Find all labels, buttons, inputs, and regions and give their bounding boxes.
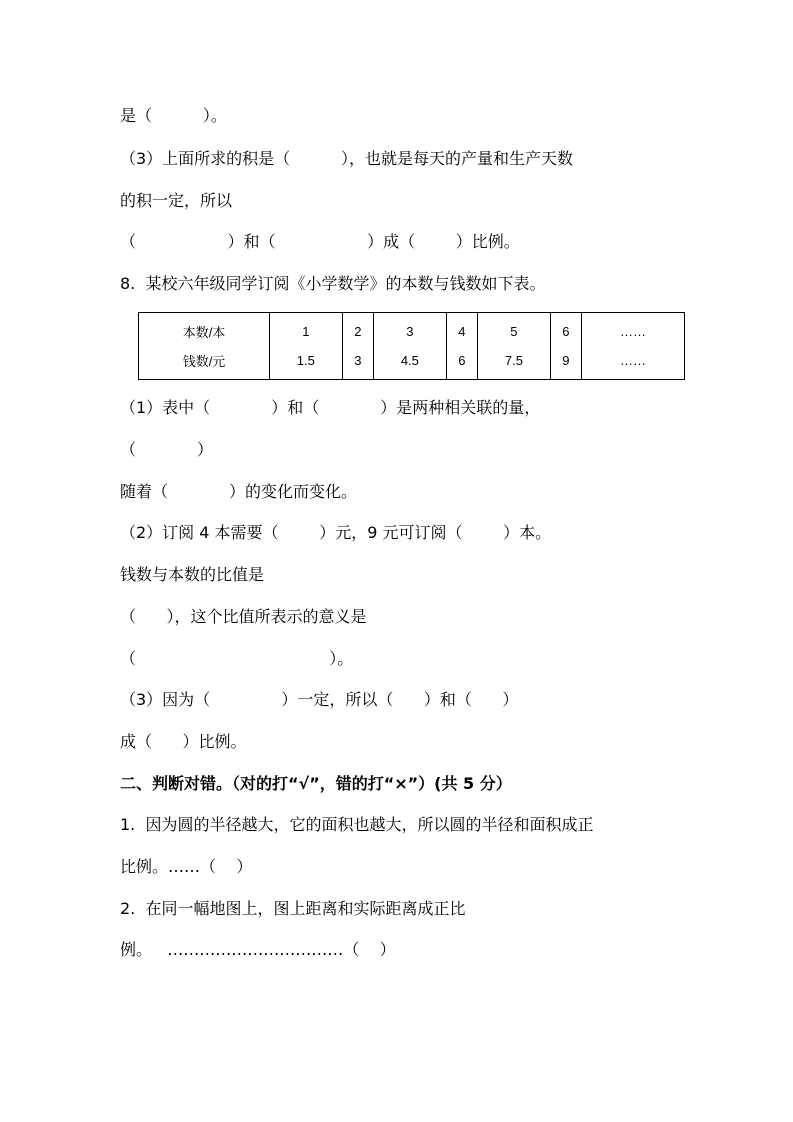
text-line: （ ）。 <box>120 649 354 668</box>
judge-item-1: 1. 因为圆的半径越大，它的面积也越大，所以圆的半径和面积成正 <box>120 815 594 834</box>
table-row <box>139 346 685 380</box>
text-line: 例。 ……………………………（ ） <box>120 940 396 959</box>
row-label-books: 本数/本 <box>139 313 270 347</box>
text-line: （3）因为（ ）一定，所以（ ）和（ ） <box>120 690 519 709</box>
table-cell: 9 <box>550 346 581 380</box>
row-label-money: 钱数/元 <box>139 346 270 380</box>
text-line: 随着（ ）的变化而变化。 <box>120 482 358 501</box>
text-line: （ ），这个比值所表示的意义是 <box>120 607 367 626</box>
table-cell: 2 <box>342 313 373 347</box>
section-2-heading: 二、判断对错。（对的打“√”，错的打“×”）(共 5 分） <box>120 774 512 793</box>
table-cell: 6 <box>550 313 581 347</box>
table-cell: 4.5 <box>374 346 447 380</box>
text-line: （2）订阅 4 本需要（ ）元，9 元可订阅（ ）本。 <box>120 523 552 542</box>
text-line: （ ） <box>120 440 214 459</box>
table-cell: 6 <box>446 346 477 380</box>
table-cell: 4 <box>446 313 477 347</box>
data-table <box>138 312 685 380</box>
question-3-text: （3）上面所求的积是（ ），也就是每天的产量和生产天数 <box>120 149 574 168</box>
text-line: 比例。……（ ） <box>120 857 253 876</box>
table-cell: 3 <box>374 313 447 347</box>
table-row <box>139 313 685 347</box>
text-line: （1）表中（ ）和（ ）是两种相关联的量， <box>120 398 541 417</box>
table-cell: 7.5 <box>478 346 551 380</box>
table-cell: …… <box>582 313 685 347</box>
text-line: 是（ ）。 <box>120 106 227 125</box>
table-cell: …… <box>582 346 685 380</box>
table-cell: 1.5 <box>270 346 343 380</box>
text-line: 钱数与本数的比值是 <box>120 565 265 584</box>
judge-item-2: 2. 在同一幅地图上，图上距离和实际距离成正比 <box>120 899 466 918</box>
table-cell: 5 <box>478 313 551 347</box>
table-cell: 1 <box>270 313 343 347</box>
text-line: 成（ ）比例。 <box>120 732 247 751</box>
question-8-title: 8. 某校六年级同学订阅《小学数学》的本数与钱数如下表。 <box>120 274 546 293</box>
text-line: 的积一定，所以 <box>120 191 233 210</box>
text-line: （ ）和（ ）成（ ）比例。 <box>120 232 520 251</box>
table-cell: 3 <box>342 346 373 380</box>
